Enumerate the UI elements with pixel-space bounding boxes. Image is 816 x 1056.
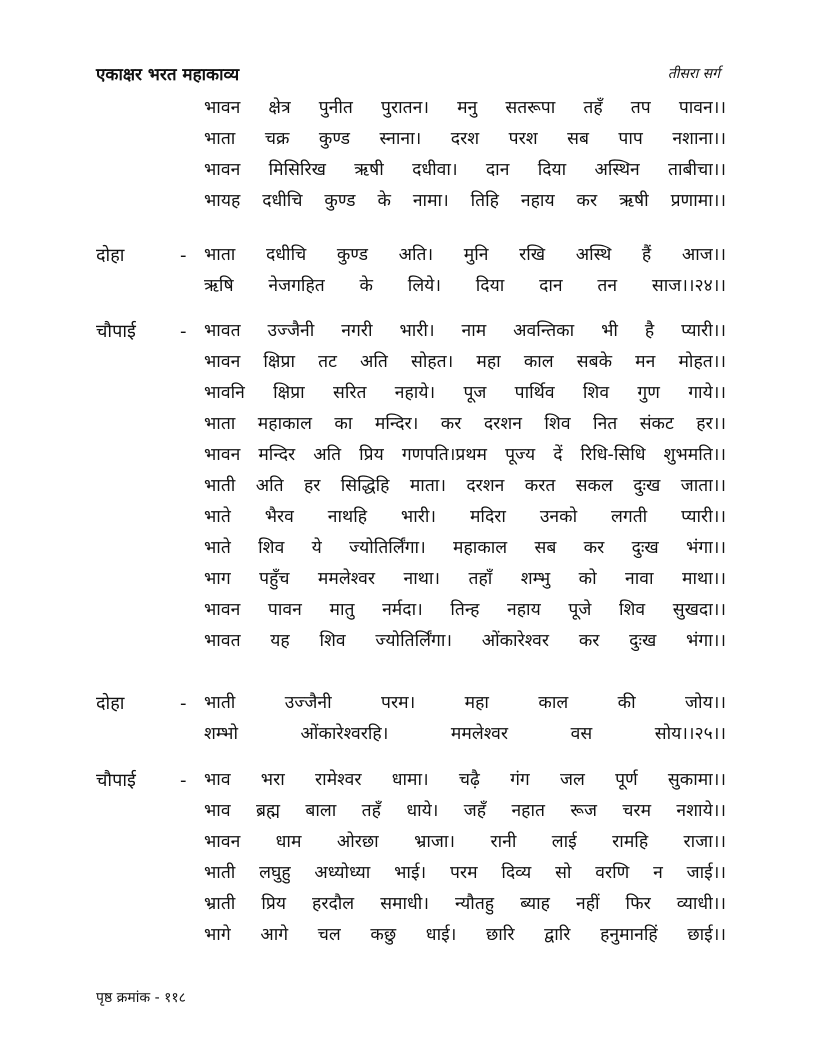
verse-line: शम्भो ओंकारेश्वरहि। ममलेश्वर वस सोय।।२५।। [204,724,726,744]
canto-title: तीसरा सर्ग [667,66,720,82]
page-header [96,62,720,86]
verse-line: भावन धाम ओरछा भ्राजा। रानी लाई रामहि राजा।। [204,832,726,852]
page-number: पृष्ठ क्रमांक - ११८ [96,990,186,1006]
label-dash: - [180,693,187,714]
verse-line: भाते भैरव नाथहि भारी। मदिरा उनको लगती प्यारी।। [204,507,726,527]
verse-line: भायह दधीचि कुण्ड के नामा। तिहि नहाय कर ऋषी प्रणामा।। [204,191,726,211]
verse-type-label: चौपाई [96,770,136,791]
label-dash: - [180,245,187,266]
verse-line: भावत यह शिव ज्योतिर्लिंगा। ओंकारेश्वर कर दुःख भंगा।। [204,631,726,651]
verse-type-label: दोहा [96,693,125,714]
verse-line: भाते शिव ये ज्योतिर्लिंगा। महाकाल सब कर दुःख भंगा।। [204,538,726,558]
label-dash: - [180,321,187,342]
verse-type-label: दोहा [96,245,125,266]
verse-line: ऋषि नेजगहित के लिये। दिया दान तन साज।।२४।। [204,276,726,296]
verse-line: भाती उज्जैनी परम। महा काल की जोय।। [204,693,726,713]
verse-line: भावन क्षेत्र पुनीत पुरातन। मनु सतरूपा तहँ तप पावन।। [204,98,726,118]
verse-line: भाती अति हर सिद्धिहि माता। दरशन करत सकल दुःख जाता।। [204,476,726,496]
verse-line: भागे आगे चल कछु धाई। छारि द्वारि हनुमानहिं छाई।। [204,925,726,945]
verse-line: भाव ब्रह्म बाला तहँ धाये। जहँ नहात रूज चरम नशाये।। [204,801,726,821]
label-dash: - [180,770,187,791]
verse-line: भावन मिसिरिख ऋषी दधीवा। दान दिया अस्थिन ताबीचा।। [204,160,726,180]
verse-line: भाता महाकाल का मन्दिर। कर दरशन शिव नित संकट हर।। [204,414,726,434]
verse-line: भाता दधीचि कुण्ड अति। मुनि रखि अस्थि हैं आज।। [204,245,726,265]
verse-line: भ्राती प्रिय हरदौल समाधी। न्यौतहु ब्याह नहीं फिर व्याधी।। [204,894,726,914]
verse-line: भावन पावन मातु नर्मदा। तिन्ह नहाय पूजे शिव सुखदा।। [204,600,726,620]
verse-line: भाव भरा रामेश्वर धामा। चढ़ै गंग जल पूर्ण सुकामा।। [204,770,726,790]
verse-line: भाता चक्र कुण्ड स्नाना। दरश परश सब पाप नशाना।। [204,129,726,149]
verse-line: भाग पहुँच ममलेश्वर नाथा। तहाँ शम्भु को नावा माथा।। [204,569,726,589]
verse-line: भावत उज्जैनी नगरी भारी। नाम अवन्तिका भी है प्यारी।। [204,321,726,341]
verse-line: भावनि क्षिप्रा सरित नहाये। पूज पार्थिव शिव गुण गाये।। [204,383,726,403]
verse-type-label: चौपाई [96,321,136,342]
book-title: एकाक्षर भरत महाकाव्य [96,65,240,85]
verse-line: भाती लघुहु अध्योध्या भाई। परम दिव्य सो वरणि न जाई।। [204,863,726,883]
verse-line: भावन मन्दिर अति प्रिय गणपति।प्रथम पूज्य दें रिधि-सिधि शुभमति।। [204,445,726,465]
verse-line: भावन क्षिप्रा तट अति सोहत। महा काल सबके मन मोहत।। [204,352,726,372]
